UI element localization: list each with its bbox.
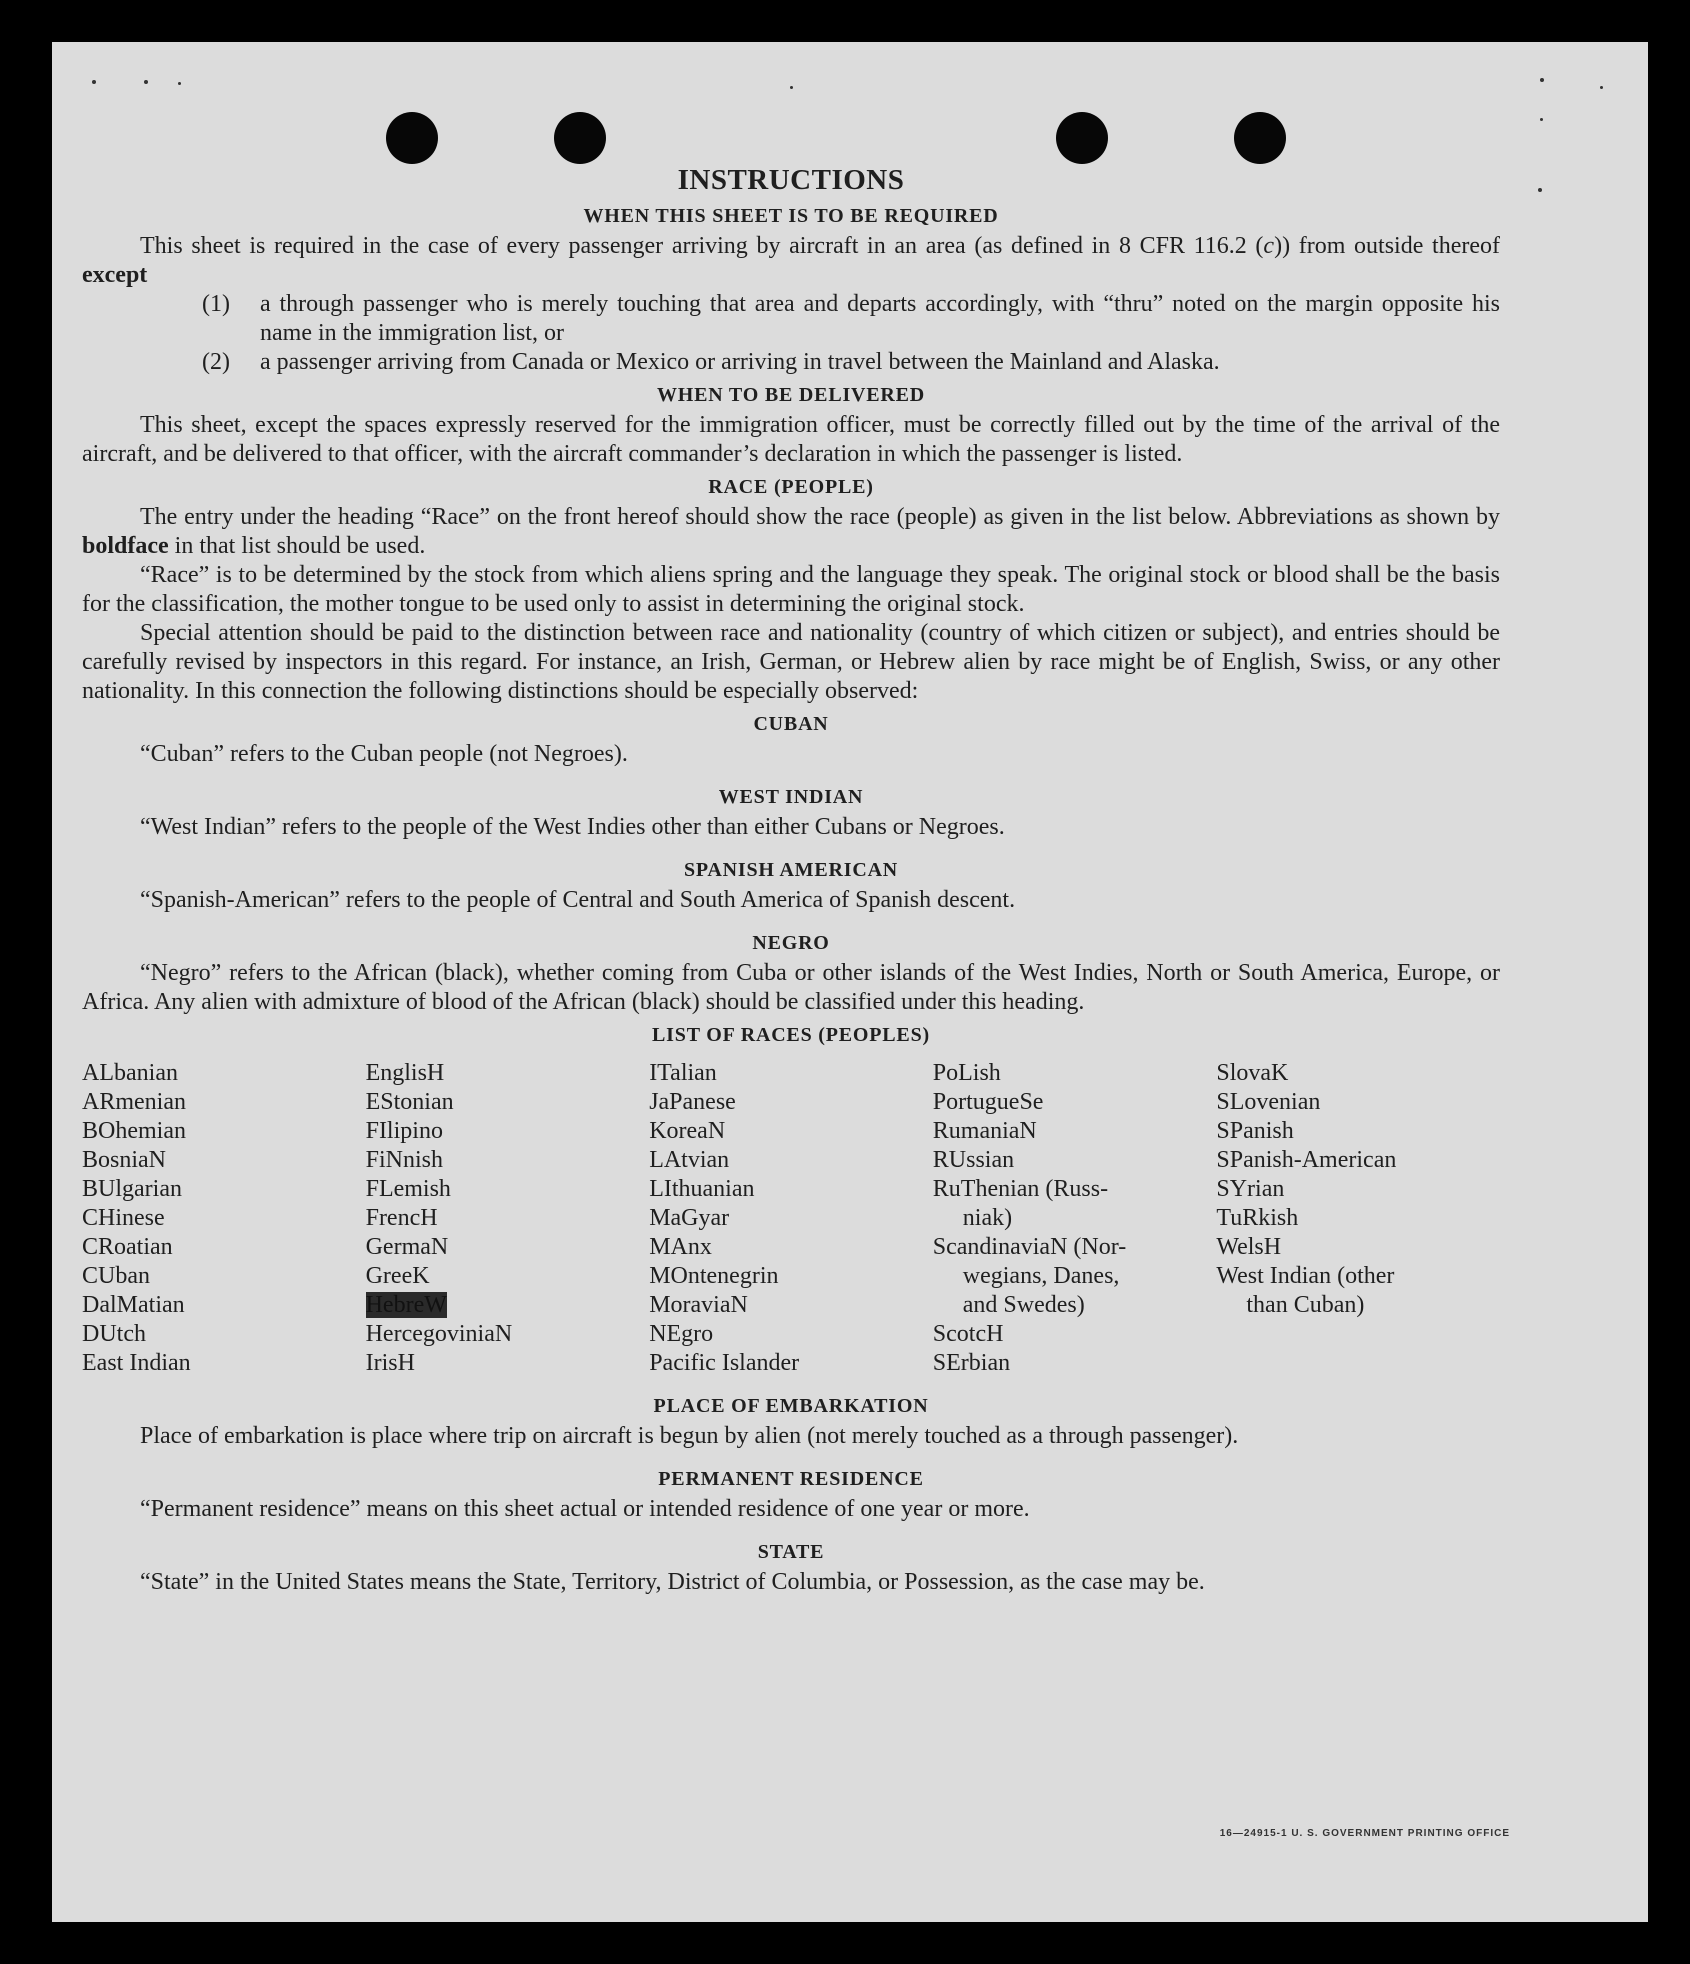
race-entry: RuThenian (Russ-: [932, 1176, 1109, 1202]
race-entry: SPanish: [1216, 1118, 1294, 1144]
race-column: [366, 1059, 650, 1378]
section-heading-embarkation: PLACE OF EMBARKATION: [653, 1395, 929, 1417]
punch-hole: [386, 112, 438, 164]
cuban-paragraph: “Cuban” refers to the Cuban people (not Negroes).: [140, 741, 628, 767]
race-entry: ITalian: [649, 1060, 717, 1086]
race-paragraph: [82, 503, 1500, 561]
race-column: [933, 1059, 1217, 1378]
section-heading-cuban: CUBAN: [753, 713, 829, 735]
race-entry: LIthuanian: [649, 1176, 755, 1202]
race-entry: SlovaK: [1216, 1060, 1289, 1086]
race-entry: BUlgarian: [82, 1176, 182, 1202]
punch-hole: [1234, 112, 1286, 164]
section-heading-race: RACE (PEOPLE): [708, 476, 874, 498]
race-entry: EStonian: [365, 1089, 454, 1115]
section-heading-state: STATE: [757, 1541, 825, 1563]
embarkation-paragraph: Place of embarkation is place where trip on aircraft is begun by alien (not merely touched as a through passenger).: [140, 1423, 1239, 1449]
text-run: This sheet is required in the case of every passenger arriving by aircraft in an area (as defined in 8 CFR 116.2 (: [140, 233, 1264, 259]
spanish-american-paragraph: “Spanish-American” refers to the people of Central and South America of Spanish descent.: [140, 887, 1016, 913]
race-entry: West Indian (other: [1216, 1263, 1395, 1289]
race-entry: ScotcH: [932, 1321, 1004, 1347]
race-entry: MoraviaN: [649, 1292, 748, 1318]
race-entry: LAtvian: [649, 1147, 730, 1173]
race-entry: niak): [962, 1205, 1013, 1231]
race-entry: FLemish: [365, 1176, 451, 1202]
list-heading: LIST OF RACES (PEOPLES): [652, 1024, 930, 1046]
race-entry: SYrian: [1216, 1176, 1285, 1202]
race-entry: KoreaN: [649, 1118, 726, 1144]
speck: [178, 82, 181, 85]
race-entry: CHinese: [82, 1205, 165, 1231]
race-entry: RumaniaN: [932, 1118, 1037, 1144]
race-paragraph: “Race” is to be determined by the stock from which aliens spring and the language they speak. The original stock or blood shall be the basis for the classification, the mother tongue to be used only to assist in determining the original stock.: [82, 562, 1500, 617]
race-entry: HebreW: [365, 1292, 447, 1318]
race-entry: CRoatian: [82, 1234, 173, 1260]
race-entry: NEgro: [649, 1321, 714, 1347]
race-entry: PortugueSe: [932, 1089, 1044, 1115]
race-paragraph: Special attention should be paid to the distinction between race and nationality (country of which citizen or subject), and entries should be carefully revised by inspectors in this regard. For instance, an Irish, German, or Hebrew alien by race might be of English, Swiss, or any other nationality. In this connection the following distinctions should be especially observed:: [82, 620, 1500, 704]
race-entry: RUssian: [932, 1147, 1015, 1173]
exception-item: [202, 348, 1500, 377]
race-entry: GreeK: [365, 1263, 430, 1289]
page-title: INSTRUCTIONS: [677, 164, 905, 196]
delivered-paragraph: This sheet, except the spaces expressly reserved for the immigration officer, must be correctly filled out by the time of the arrival of the aircraft, and be delivered to that officer, with the aircraft commander’s declaration in which the passenger is listed.: [82, 412, 1500, 467]
instructions-content: [82, 158, 1500, 1597]
race-entry: SLovenian: [1216, 1089, 1321, 1115]
race-entry: BosniaN: [82, 1147, 166, 1173]
race-entry: TuRkish: [1216, 1205, 1299, 1231]
race-entry: East Indian: [82, 1350, 191, 1376]
race-entry: HercegoviniaN: [365, 1321, 513, 1347]
required-paragraph: [82, 232, 1500, 290]
race-entry: WelsH: [1216, 1234, 1282, 1260]
section-heading-residence: PERMANENT RESIDENCE: [658, 1468, 924, 1490]
speck: [1600, 86, 1603, 89]
speck: [144, 80, 148, 84]
race-entry: BOhemian: [82, 1118, 186, 1144]
race-entry: ALbanian: [82, 1060, 178, 1086]
race-entry: MaGyar: [649, 1205, 730, 1231]
race-entry: IrisH: [365, 1350, 415, 1376]
text-run: The entry under the heading “Race” on the front hereof should show the race (people) as given in the list below. Abbreviations as shown by: [140, 504, 1500, 530]
punch-hole: [1056, 112, 1108, 164]
negro-paragraph: “Negro” refers to the African (black), whether coming from Cuba or other islands of the West Indies, North or South America, Europe, or Africa. Any alien with admixture of blood of the African (black) should be classified under this heading.: [82, 960, 1500, 1015]
item-number: (1): [202, 291, 230, 317]
race-entry: EnglisH: [365, 1060, 445, 1086]
race-entry: MAnx: [649, 1234, 712, 1260]
section-heading-spanish-american: SPANISH AMERICAN: [683, 859, 899, 881]
race-entry: JaPanese: [649, 1089, 736, 1115]
race-column: [82, 1059, 366, 1378]
race-entry: ARmenian: [82, 1089, 186, 1115]
text-run: c: [1263, 233, 1275, 259]
race-entry: wegians, Danes,: [962, 1263, 1120, 1289]
item-number: (2): [202, 349, 230, 375]
race-entry: PoLish: [932, 1060, 1001, 1086]
speck: [1540, 118, 1543, 121]
race-entry: CUban: [82, 1263, 150, 1289]
race-entry: than Cuban): [1246, 1292, 1365, 1318]
race-entry: DUtch: [82, 1321, 146, 1347]
speck: [1538, 188, 1542, 192]
exception-item: [202, 290, 1500, 348]
race-entry: and Swedes): [962, 1292, 1085, 1318]
race-column: [1216, 1059, 1500, 1378]
west-indian-paragraph: “West Indian” refers to the people of the West Indies other than either Cubans or Negroes.: [140, 814, 1005, 840]
text-run: except: [82, 262, 148, 288]
race-entry: FrencH: [365, 1205, 438, 1231]
race-entry: GermaN: [365, 1234, 449, 1260]
speck: [790, 86, 793, 89]
section-heading-negro: NEGRO: [752, 932, 830, 954]
text-run: in that list should be used.: [168, 533, 426, 559]
race-list: [82, 1059, 1500, 1378]
race-entry: SErbian: [932, 1350, 1011, 1376]
state-paragraph: “State” in the United States means the State, Territory, District of Columbia, or Possession, as the case may be.: [140, 1569, 1205, 1595]
speck: [92, 80, 96, 84]
punch-hole: [554, 112, 606, 164]
section-heading-required: WHEN THIS SHEET IS TO BE REQUIRED: [583, 205, 999, 227]
race-entry: FIlipino: [365, 1118, 443, 1144]
print-footer: 16—24915-1 U. S. GOVERNMENT PRINTING OFFICE: [1219, 1828, 1510, 1839]
race-entry: FiNnish: [365, 1147, 443, 1173]
race-entry: ScandinaviaN (Nor-: [932, 1234, 1127, 1260]
text-run: boldface: [82, 533, 169, 559]
race-entry: MOntenegrin: [649, 1263, 779, 1289]
section-heading-west-indian: WEST INDIAN: [718, 786, 864, 808]
race-entry: SPanish-American: [1216, 1147, 1397, 1173]
race-entry: Pacific Islander: [649, 1350, 800, 1376]
speck: [1540, 78, 1544, 82]
item-text: a through passenger who is merely touching that area and departs accordingly, with “thru” noted on the margin opposite his name in the immigration list, or: [260, 291, 1500, 346]
section-heading-delivered: WHEN TO BE DELIVERED: [656, 384, 926, 406]
race-column: [649, 1059, 933, 1378]
race-entry: DalMatian: [82, 1292, 185, 1318]
text-run: )) from outside thereof: [1274, 233, 1501, 259]
item-text: a passenger arriving from Canada or Mexico or arriving in travel between the Mainland and Alaska.: [260, 349, 1220, 375]
residence-paragraph: “Permanent residence” means on this sheet actual or intended residence of one year or more.: [140, 1496, 1030, 1522]
